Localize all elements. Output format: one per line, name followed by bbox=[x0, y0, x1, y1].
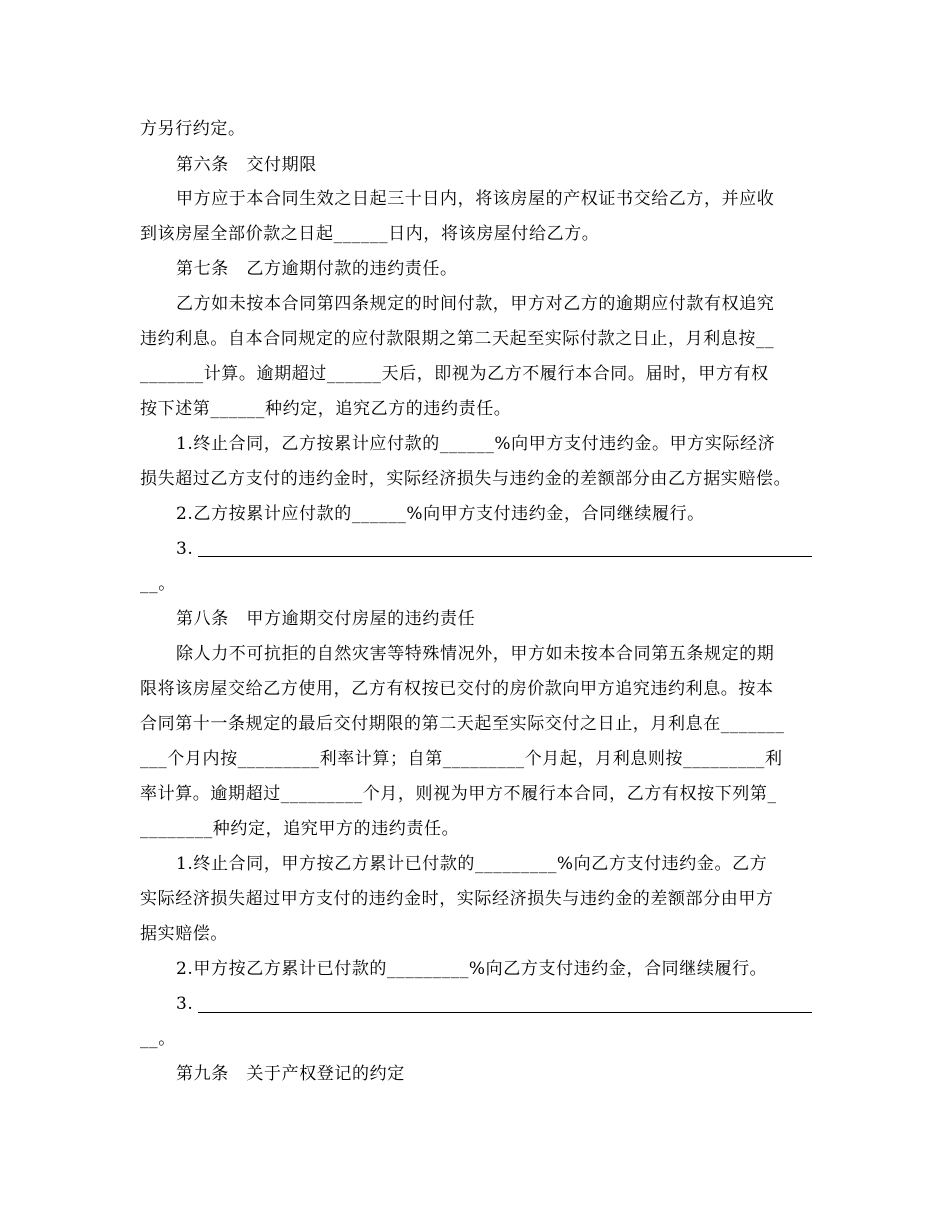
text-line-12: 2.乙方按累计应付款的______%向甲方支付违约金，合同继续履行。 bbox=[176, 504, 705, 524]
text-line-9: 按下述第______种约定，追究乙方的违约责任。 bbox=[140, 399, 512, 419]
article-9-heading: 第九条 关于产权登记的约定 bbox=[176, 1064, 405, 1084]
text-line-16: 除人力不可抗拒的自然灾害等特殊情况外，甲方如未按本合同第五条规定的期 bbox=[176, 644, 775, 664]
text-line-18: 合同第十一条规定的最后交付期限的第二天起至实际交付之日止，月利息在_______ bbox=[140, 714, 785, 734]
text-line-11: 损失超过乙方支付的违约金时，实际经济损失与违约金的差额部分由乙方据实赔偿。 bbox=[140, 469, 792, 489]
text-line-19: ___个月内按_________利率计算；自第_________个月起，月利息则按_________利 bbox=[140, 749, 783, 769]
text-line-8: _______计算。逾期超过______天后，即视为乙方不履行本合同。届时，甲方有权 bbox=[140, 364, 769, 384]
text-line-4: 到该房屋全部价款之日起______日内，将该房屋付给乙方。 bbox=[140, 224, 600, 244]
text-line-17: 限将该房屋交给乙方使用，乙方有权按已交付的房价款向甲方追究违约利息。按本 bbox=[140, 679, 774, 699]
text-line-6: 乙方如未按本合同第四条规定的时间付款，甲方对乙方的逾期应付款有权追究 bbox=[176, 294, 775, 314]
text-line-24: 据实赔偿。 bbox=[140, 924, 228, 944]
text-line-22: 1.终止合同，甲方按乙方累计已付款的_________%向乙方支付违约金。乙方 bbox=[176, 854, 768, 874]
text-line-27: __。 bbox=[140, 1029, 176, 1049]
article-7-heading: 第七条 乙方逾期付款的违约责任。 bbox=[176, 259, 458, 279]
text-line-25: 2.甲方按乙方累计已付款的_________%向乙方支付违约金，合同继续履行。 bbox=[176, 959, 768, 979]
text-line-13: 3. bbox=[176, 539, 194, 559]
fill-in-blank-line bbox=[198, 556, 812, 557]
article-8-heading: 第八条 甲方逾期交付房屋的违约责任 bbox=[176, 609, 476, 629]
article-6-heading: 第六条 交付期限 bbox=[176, 155, 317, 175]
text-line-23: 实际经济损失超过甲方支付的违约金时，实际经济损失与违约金的差额部分由甲方 bbox=[140, 889, 774, 909]
text-line-10: 1.终止合同，乙方按累计应付款的______%向甲方支付违约金。甲方实际经济 bbox=[176, 434, 776, 454]
text-line-21: ________种约定，追究甲方的违约责任。 bbox=[140, 819, 460, 839]
text-line-26: 3. bbox=[176, 994, 194, 1014]
text-line-3: 甲方应于本合同生效之日起三十日内，将该房屋的产权证书交给乙方，并应收 bbox=[176, 189, 775, 209]
text-line-20: 率计算。逾期超过_________个月，则视为甲方不履行本合同，乙方有权按下列第_ bbox=[140, 784, 777, 804]
text-line-7: 违约利息。自本合同规定的应付款限期之第二天起至实际付款之日止，月利息按__ bbox=[140, 329, 775, 349]
text-line-1: 方另行约定。 bbox=[140, 119, 246, 139]
text-line-14: __。 bbox=[140, 574, 176, 594]
fill-in-blank-line bbox=[198, 1012, 812, 1013]
